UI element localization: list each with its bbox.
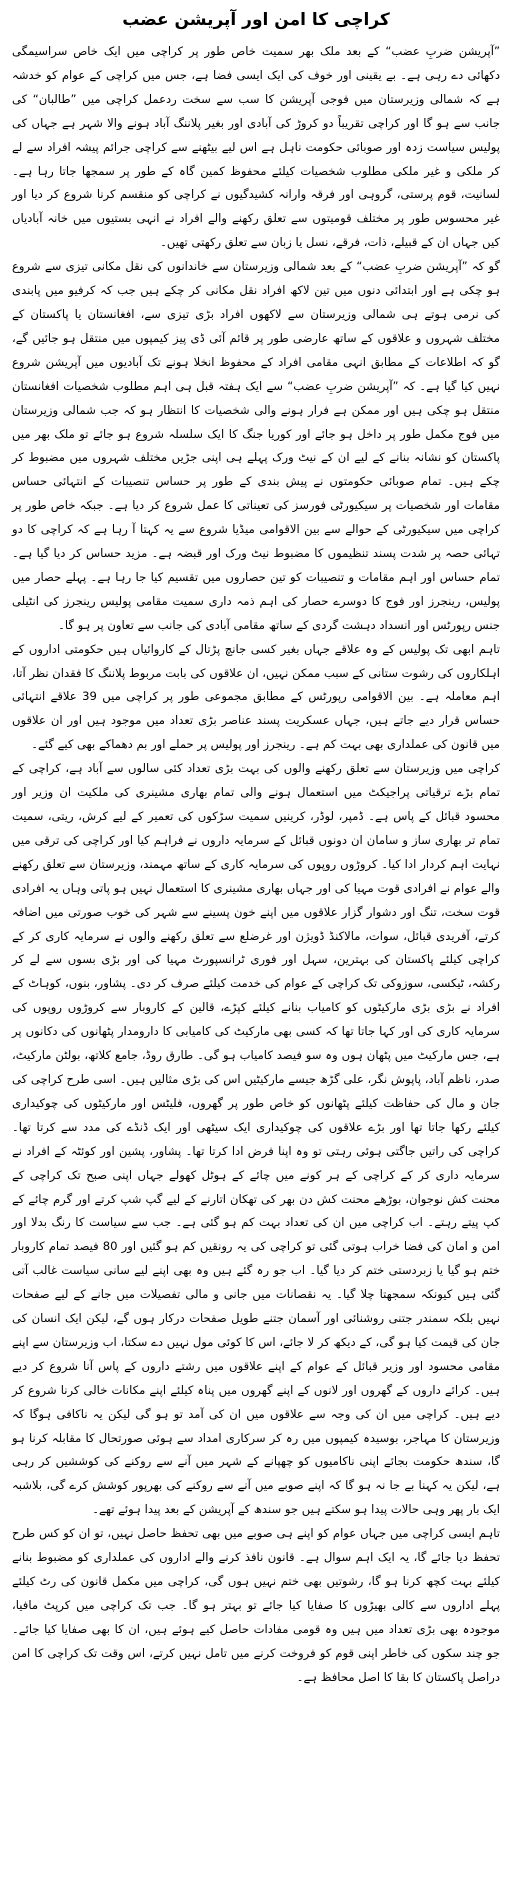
paragraph: گو کہ ”آپریشن ضربِ عضب“ کے بعد شمالی وزیرستان سے خاندانوں کی نقل مکانی تیزی سے شروع ہو چکی ہے اور ابتدائی دنوں میں تین لاکھ افراد نقل مکانی کر چکے ہیں جب کہ کرفیو میں پابندی کی نرمی ہوتے ہی شمالی وزیرستان سے لاکھوں افراد بڑی تیزی سے، افغانستان یا پاکستان کے مختلف شہروں و علاقوں کے ساتھ عارضی طور پر قائم آئی ڈی پیز کیمپوں میں منتقل ہو جائیں گے، گو کہ اطلاعات کے مطابق انہی مقامی افراد کے محفوظ انخلا ہونے تک آبادیوں میں آپریشن شروع نہیں کیا گیا ہے۔ کہ ”آپریشن ضربِ عضب“ سے ایک ہفتہ قبل ہی اہم مطلوب شخصیات افغانستان منتقل ہو چکی ہیں اور ممکن ہے فرار ہونے والی شخصیات کا انتظار ہو کہ جب شمالی وزیرستان میں فوج مکمل طور پر داخل ہو جائے اور کوریا جنگ کا ایک سلسلہ شروع ہو جائے تو ملک بھر میں پاکستان کو نشانہ بنانے کے لیے ان کے نیٹ ورک پہلے ہی اپنی جڑیں مختلف شہروں میں مضبوط کر چکے ہیں۔ تمام صوبائی حکومتوں نے پیش بندی کے طور پر حساس تنصیبات کے انتہائی حساس مقامات اور شخصیات پر سیکیورٹی فورسز کی تعیناتی کا عمل شروع کر دیا ہے۔ جبکہ خاص طور پر کراچی میں سیکیورٹی کے حوالے سے بین الاقوامی میڈیا شروع سے یہ کہتا آ رہا ہے کہ کراچی کا دو تہائی حصہ پر شدت پسند تنظیموں کا مضبوط نیٹ ورک اور قبضہ ہے۔ مزید حساس کر دیا گیا ہے۔ تمام حساس اور اہم مقامات و تنصیبات کو تین حصاروں میں تقسیم کیا جا رہا ہے۔ پہلے حصار میں پولیس، رینجرز اور فوج کا دوسرے حصار کی اہم ذمہ داری سمیت مقامی پولیس رینجرز کی انٹیلی جنس رپورٹس اور انسداد دہشت گردی کے ساتھ مقامی آبادی کی جانب سے تعاون پر ہو گا۔: [12, 259, 500, 632]
article-body: [12, 40, 500, 1690]
paragraph: تاہم ابھی تک پولیس کے وہ علاقے جہاں بغیر کسی جانچ پڑتال کے کاروائیاں ہیں حکومتی اداروں کے اہلکاروں کی رشوت ستانی کے سبب ممکن نہیں، ان علاقوں کی بابت مربوط پلاننگ کا فقدان نظر آتا، اہم معاملہ ہے۔ بین الاقوامی رپورٹس کے مطابق مجموعی طور پر کراچی میں 39 علاقے انتہائی حساس قرار دیے جاتے ہیں، جہاں عسکریت پسند عناصر بڑی تعداد میں موجود ہیں اور ان علاقوں میں قانون کی عملداری بھی بہت کم ہے۔ رینجرز اور پولیس پر حملے اور بم دھماکے بھی کیے گئے۔: [12, 641, 500, 752]
paragraph: تاہم ایسی کراچی میں جہاں عوام کو اپنے ہی صوبے میں بھی تحفظ حاصل نہیں، تو ان کو کس طرح تحفظ دیا جائے گا، یہ ایک اہم سوال ہے۔ قانون نافذ کرنے والے اداروں کی عملداری کو مضبوط بنانے کیلئے بہت کچھ کرنا ہو گا، رشوتیں بھی ختم نہیں ہوں گی، کراچی میں مکمل قانون کی رٹ کیلئے پہلے اداروں سے کالی بھیڑوں کا صفایا کیا جائے تو بہتر ہو گا۔ جب تک کراچی میں کرپٹ مافیا، موجودہ بھی بڑی تعداد میں ہیں وہ قومی مفادات حاصل کیے ہوئے ہیں، ان کا بھی صفایا کیا جائے۔ جو چند سکوں کی خاطر اپنی قوم کو فروخت کرنے میں تامل نہیں کرتے، اس وقت تک کراچی کا امن دراصل پاکستان کا بقا کا اصل محافظ ہے۔: [12, 1526, 500, 1684]
headline: کراچی کا امن اور آپریشن عضب: [122, 10, 390, 30]
paragraph: ”آپریشن ضربِ عضب“ کے بعد ملک بھر سمیت خاص طور پر کراچی میں ایک خاص سراسیمگی دکھائی دے رہی ہے۔ بے یقینی اور خوف کی ایک ایسی فضا ہے، جس میں کراچی کے عوام کو خدشہ ہے کہ شمالی وزیرستان میں فوجی آپریشن کا سب سے سخت ردعمل کراچی میں ”طالبان“ کی جانب سے ہو گا اور کراچی تقریباً دو کروڑ کی آبادی اور بغیر پلاننگ آباد ہونے والا شہر ہے جہاں کی پولیس سیاست زدہ اور صوبائی حکومت ناہل ہے اس لیے بیٹھنے سے کراچی جرائم پیشہ افراد سے لے کر ملکی و غیر ملکی مطلوب شخصیات کیلئے محفوظ کمین گاہ کے طور پر سمجھا جاتا رہا ہے۔ لسانیت، قوم پرستی، گروہی اور فرقہ وارانہ کشیدگیوں نے کراچی کو منقسم کرنا شروع کر دیا اور غیر محسوس طور پر مختلف قومیتوں سے تعلق رکھنے والے افراد نے انہی بستیوں میں خانہ آبادیاں کیں جہاں ان کے قبیلے، ذات، فرقے، نسل یا زبان سے تعلق رکھتی تھیں۔: [12, 44, 500, 250]
paragraph: کراچی میں وزیرستان سے تعلق رکھنے والوں کی بہت بڑی تعداد کئی سالوں سے آباد ہے، کراچی کے تمام بڑے ترقیاتی پراجیکٹ میں استعمال ہونے والی تمام بھاری مشینری کی ملکیت ان وزیر اور محسود قبائل کے پاس ہے۔ ڈمپر، لوڈر، کرینیں سمیت سڑکوں کی تعمیر کے لیے کرش، ریتی، سمیت تمام تر بھاری ساز و سامان ان دونوں قبائل کے سرمایہ داروں نے فراہم کیا اور کراچی کی ترقی میں نہایت اہم کردار ادا کیا۔ کروڑوں روپوں کی سرمایہ کاری کے ساتھ مہمند، وزیرستان سے تعلق رکھنے والے عوام نے افرادی قوت مہیا کی اور جہاں بھاری مشینری کا استعمال نہیں ہو پاتی وہاں یہ افرادی قوت سخت، تنگ اور دشوار گزار علاقوں میں اپنے خون پسینے سے شہر کی خوب صورتی میں اضافہ کرتے، آفریدی قبائل، سوات، مالاکنڈ ڈویژن اور غرضلع سے تعلق رکھنے والوں نے سرمایہ کاری کر کے کراچی کیلئے پاکستان کی بہترین، سہل اور فوری ٹرانسپورٹ مہیا کی اور بڑی بسوں سے لے کر رکشہ، ٹیکسی، سوزوکی تک کراچی کے عوام کی خدمت کیلئے صرف کر دی۔ پشاور، بنوں، کوہاٹ کے افراد نے بڑی بڑی مارکیٹوں کو کامیاب بنانے کیلئے کپڑے، قالین کے کاروبار سے کروڑوں روپوں کی سرمایہ کاری کی اور کہا جاتا تھا کہ کسی بھی مارکیٹ کی کامیابی کا دارومدار پٹھانوں کی دکانوں پر ہے، جس مارکیٹ میں پٹھان ہوں وہ سو فیصد کامیاب ہو گی۔ طارق روڈ، جامع کلاتھ، بولٹن مارکیٹ، صدر، ناظم آباد، پاپوش نگر، علی گڑھ جیسے مارکیٹیں اس کی بڑی مثالیں ہیں۔ اسی طرح کراچی کی جان و مال کی حفاظت کیلئے پٹھانوں کو خاص طور پر گھروں، فلیٹس اور مارکیٹوں کی چوکیداری کیلئے رکھا جاتا تھا اور بڑے علاقوں کی چوکیداری ایک سیٹھی اور ایک ڈنڈے کی مدد سے کرتا تھا۔ کراچی کی راتیں جاگتی ہوئی رہتی تو وہ اپنا فرض ادا کرتا تھا۔ پشاور، پشین اور کوئٹہ کے افراد نے سرمایہ داری کر کے کراچی کے ہر کونے میں چائے کے ہوٹل کھولے جہاں اپنی صبح تک کراچی کے محنت کش نوجوان، بوڑھے محنت کش دن بھر کی تھکان اتارنے کے لیے گپ شپ کرتے اور گرم چائے کے کپ پیتے رہتے۔ اب کراچی میں ان کی تعداد بہت کم ہو گئی ہے۔ جب سے سیاست کا رنگ بدلا اور امن و امان کی فضا خراب ہوتی گئی تو کراچی کی یہ رونقیں کم ہو گئیں اور 80 فیصد تمام کاروبار ختم ہو گیا یا زبردستی ختم کر دیا گیا۔ اب جو رہ گئے ہیں وہ بھی اپنے لیے سانی سیاست غالب آتی گئی ہیں کیونکہ سمجھتا چلا گیا۔ یہ نقصانات میں جانی و مالی تفصیلات میں جانے کے لیے صفحات نہیں بلکہ سمندر جتنی روشنائی اور آسمان جتنے طویل صفحات درکار ہوں گے، لیکن ایک انسان کی جان کی قیمت کیا ہو گی، کے دیکھ کر لا جائے، اس کا کوئی مول نہیں دے سکتا، اب وزیرستان سے اپنے مقامی محسود اور وزیر قبائل کے عوام کے اپنے علاقوں میں رشتے داروں کے پاس آنا شروع کر دیے ہیں۔ کرائے داروں کے گھروں اور لانوں کے اپنے گھروں میں پناہ کیلئے اپنے مکانات خالی کرنا شروع کر دیے ہیں۔ کراچی میں ان کی وجہ سے علاقوں میں ان کی آمد تو ہو گی لیکن یہ ناکافی ہوگا کہ وزیرستان کا مہاجر، بوسیدہ کیمپوں میں رہ کر سرکاری امداد سے ہوئی صورتحال کا مقابلہ کرنا ہو گا، سندھ حکومت بجائے اپنی ناکامیوں کو چھپانے کے شہر میں آنے سے روکنے کی کوششیں کر رہی ہے، لیکن یہ کہنا بے جا نہ ہو گا کہ اپنے صوبے میں آنے سے روکنے کی بھرپور کوشش کرے گی، بلاشبہ ایک بار پھر وہی حالات پیدا ہو سکتے ہیں جو سندھ کے آپریشن کے بعد پیدا ہوئے تھے۔: [12, 761, 500, 1517]
